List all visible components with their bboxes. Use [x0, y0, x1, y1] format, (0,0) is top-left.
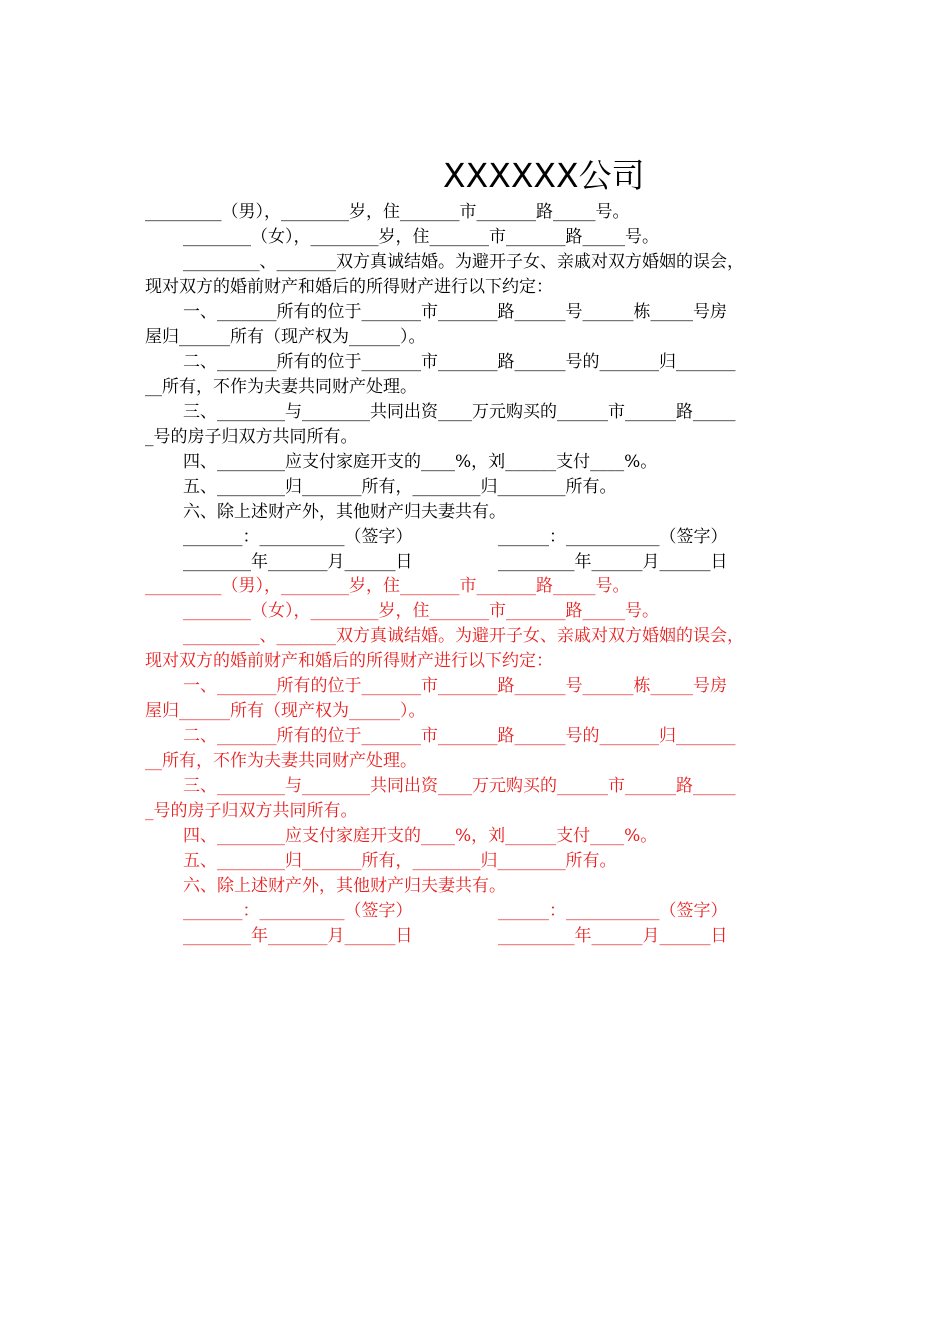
signature-right: ______：___________（签字）	[498, 901, 728, 921]
clause-line: 二、_______所有的位于_______市_______路______号的_______归_______	[183, 726, 736, 746]
signature-left: _______：__________（签字）	[183, 901, 413, 921]
clause-line: _号的房子归双方共同所有。	[145, 801, 358, 821]
clause-line: 一、_______所有的位于_______市_______路______号______栋_____号房	[183, 676, 727, 696]
date-left: ________年_______月______日	[183, 926, 413, 946]
clause-line: 五、________归_______所有，________归________所有。	[183, 477, 617, 497]
clause-line: ________（女），________岁，住_______市_______路_____号。	[183, 601, 659, 621]
signature-left: _______：__________（签字）	[183, 527, 413, 547]
clause-line: 五、________归_______所有，________归________所有。	[183, 851, 617, 871]
date-right: _________年______月______日	[498, 926, 728, 946]
clause-line: _________（男），________岁，住_______市_______路_____号。	[145, 202, 630, 222]
clause-line: 屋归______所有（现产权为______）。	[145, 327, 426, 347]
clause-line: 二、_______所有的位于_______市_______路______号的_______归_______	[183, 352, 736, 372]
clause-line: 现对双方的婚前财产和婚后的所得财产进行以下约定：	[145, 277, 553, 297]
signature-right: ______：___________（签字）	[498, 527, 728, 547]
clause-line: 三、________与________共同出资____万元购买的______市______路_____	[183, 402, 736, 422]
clause-line: 三、________与________共同出资____万元购买的______市______路_____	[183, 776, 736, 796]
document-title: XXXXXX公司	[443, 156, 645, 195]
clause-line: 一、_______所有的位于_______市_______路______号______栋_____号房	[183, 302, 727, 322]
clause-line: _号的房子归双方共同所有。	[145, 427, 358, 447]
clause-line: 六、除上述财产外，其他财产归夫妻共有。	[183, 502, 506, 522]
date-left: ________年_______月______日	[183, 552, 413, 572]
clause-line: ________（女），________岁，住_______市_______路_____号。	[183, 227, 659, 247]
clause-line: 六、除上述财产外，其他财产归夫妻共有。	[183, 876, 506, 896]
clause-line: 四、________应支付家庭开支的____%，刘______支付____%。	[183, 826, 658, 846]
clause-line: __所有，不作为夫妻共同财产处理。	[145, 377, 417, 397]
clause-line: 屋归______所有（现产权为______）。	[145, 701, 426, 721]
clause-line: __所有，不作为夫妻共同财产处理。	[145, 751, 417, 771]
clause-line: _________、_______双方真诚结婚。为避开子女、亲戚对双方婚姻的误会，	[183, 252, 744, 272]
date-right: _________年______月______日	[498, 552, 728, 572]
clause-line: 四、________应支付家庭开支的____%，刘______支付____%。	[183, 452, 658, 472]
clause-line: 现对双方的婚前财产和婚后的所得财产进行以下约定：	[145, 651, 553, 671]
clause-line: _________（男），________岁，住_______市_______路_____号。	[145, 576, 630, 596]
clause-line: _________、_______双方真诚结婚。为避开子女、亲戚对双方婚姻的误会，	[183, 626, 744, 646]
